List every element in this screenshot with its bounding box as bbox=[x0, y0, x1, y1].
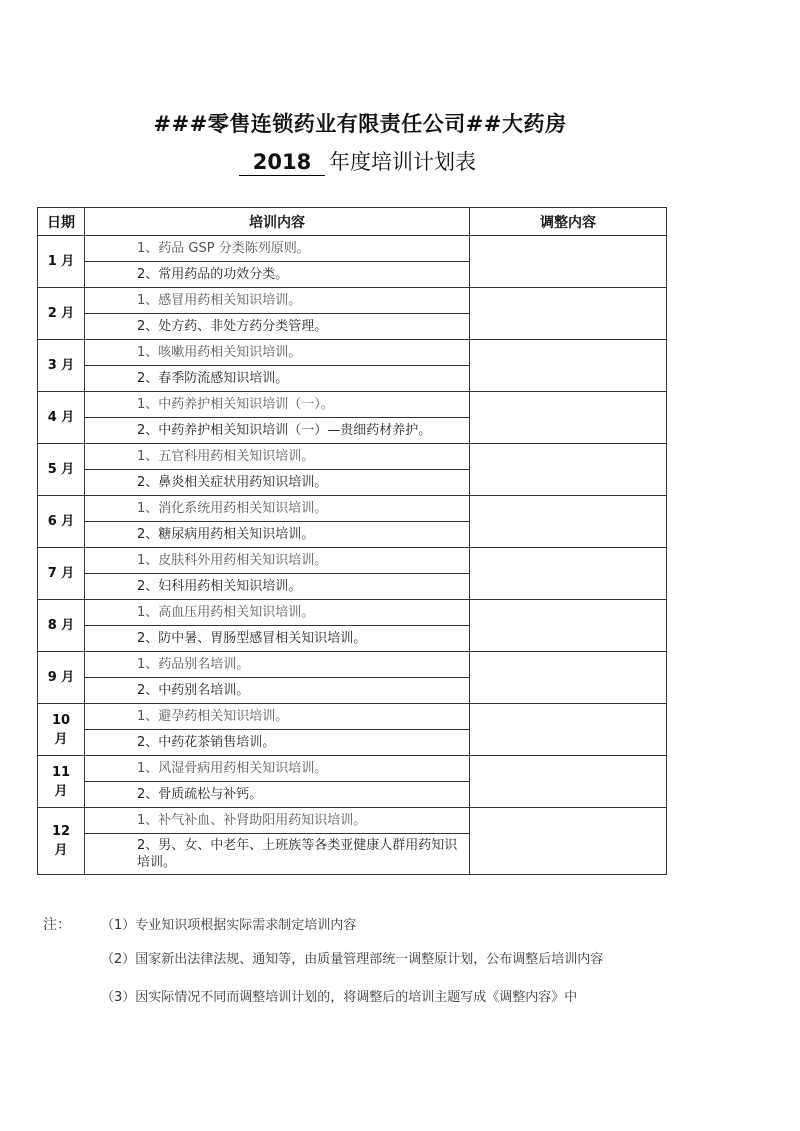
training-item-cell: 1、咳嗽用药相关知识培训。 bbox=[85, 340, 470, 366]
training-item-cell: 2、防中暑、胃肠型感冒相关知识培训。 bbox=[85, 626, 470, 652]
adjustment-cell bbox=[470, 392, 667, 444]
month-cell: 8 月 bbox=[38, 600, 85, 652]
table-row bbox=[38, 288, 667, 314]
table-row bbox=[38, 236, 667, 262]
month-cell: 11 月 bbox=[38, 756, 85, 808]
table-row bbox=[38, 444, 667, 470]
month-cell: 4 月 bbox=[38, 392, 85, 444]
training-item-cell: 1、补气补血、补肾助阳用药知识培训。 bbox=[85, 808, 470, 834]
month-cell: 6 月 bbox=[38, 496, 85, 548]
table-header-row bbox=[38, 208, 667, 236]
company-title: ###零售连锁药业有限责任公司##大药房 bbox=[153, 112, 567, 136]
adjustment-cell bbox=[470, 756, 667, 808]
note-line-1: （1）专业知识项根据实际需求制定培训内容 bbox=[101, 918, 357, 933]
month-cell: 1 月 bbox=[38, 236, 85, 288]
training-item-cell: 2、常用药品的功效分类。 bbox=[85, 262, 470, 288]
note-line-2: （2）国家新出法律法规、通知等，由质量管理部统一调整原计划，公布调整后培训内容 bbox=[101, 952, 604, 967]
adjustment-cell bbox=[470, 444, 667, 496]
training-item-cell: 1、五官科用药相关知识培训。 bbox=[85, 444, 470, 470]
training-item-cell: 1、避孕药相关知识培训。 bbox=[85, 704, 470, 730]
table-row bbox=[38, 756, 667, 782]
table-row bbox=[38, 600, 667, 626]
plan-subtitle: 年度培训计划表 bbox=[329, 150, 476, 174]
table-row bbox=[38, 340, 667, 366]
adjustment-cell bbox=[470, 704, 667, 756]
training-item-cell: 2、中药养护相关知识培训（一）—贵细药材养护。 bbox=[85, 418, 470, 444]
training-item-cell: 2、糖尿病用药相关知识培训。 bbox=[85, 522, 470, 548]
training-item-cell: 2、鼻炎相关症状用药知识培训。 bbox=[85, 470, 470, 496]
notes-label: 注： bbox=[43, 917, 71, 933]
adjustment-cell bbox=[470, 548, 667, 600]
table-row bbox=[38, 496, 667, 522]
training-item-cell: 2、中药别名培训。 bbox=[85, 678, 470, 704]
note-line-3: （3）因实际情况不同而调整培训计划的，将调整后的培训主题写成《调整内容》中 bbox=[101, 990, 578, 1005]
adjustment-cell bbox=[470, 808, 667, 875]
table-body bbox=[38, 236, 667, 875]
training-item-cell: 2、妇科用药相关知识培训。 bbox=[85, 574, 470, 600]
table-row bbox=[38, 808, 667, 834]
training-item-cell: 1、中药养护相关知识培训（一）。 bbox=[85, 392, 470, 418]
month-cell: 7 月 bbox=[38, 548, 85, 600]
adjustment-cell bbox=[470, 236, 667, 288]
training-item-cell: 2、春季防流感知识培训。 bbox=[85, 366, 470, 392]
column-header-date: 日期 bbox=[38, 208, 85, 236]
training-item-cell: 1、风湿骨病用药相关知识培训。 bbox=[85, 756, 470, 782]
month-cell: 5 月 bbox=[38, 444, 85, 496]
plan-title bbox=[0, 146, 715, 176]
column-header-adjustment: 调整内容 bbox=[470, 208, 667, 236]
training-item-cell: 2、骨质疏松与补钙。 bbox=[85, 782, 470, 808]
month-cell: 9 月 bbox=[38, 652, 85, 704]
training-item-cell: 1、药品别名培训。 bbox=[85, 652, 470, 678]
month-cell: 10 月 bbox=[38, 704, 85, 756]
month-cell: 2 月 bbox=[38, 288, 85, 340]
training-item-cell: 2、男、女、中老年、上班族等各类亚健康人群用药知识培训。 bbox=[85, 834, 470, 875]
table-row bbox=[38, 704, 667, 730]
training-item-cell: 1、消化系统用药相关知识培训。 bbox=[85, 496, 470, 522]
training-item-cell: 2、处方药、非处方药分类管理。 bbox=[85, 314, 470, 340]
month-cell: 12 月 bbox=[38, 808, 85, 875]
table-row bbox=[38, 392, 667, 418]
table-row bbox=[38, 548, 667, 574]
table-row bbox=[38, 652, 667, 678]
training-item-cell: 2、中药花茶销售培训。 bbox=[85, 730, 470, 756]
training-item-cell: 1、感冒用药相关知识培训。 bbox=[85, 288, 470, 314]
adjustment-cell bbox=[470, 340, 667, 392]
training-item-cell: 1、高血压用药相关知识培训。 bbox=[85, 600, 470, 626]
plan-year: 2018 bbox=[239, 149, 325, 176]
training-plan-table bbox=[37, 207, 667, 875]
adjustment-cell bbox=[470, 288, 667, 340]
training-item-cell: 1、皮肤科外用药相关知识培训。 bbox=[85, 548, 470, 574]
training-item-cell: 1、药品 GSP 分类陈列原则。 bbox=[85, 236, 470, 262]
adjustment-cell bbox=[470, 652, 667, 704]
adjustment-cell bbox=[470, 496, 667, 548]
month-cell: 3 月 bbox=[38, 340, 85, 392]
adjustment-cell bbox=[470, 600, 667, 652]
column-header-content: 培训内容 bbox=[85, 208, 470, 236]
